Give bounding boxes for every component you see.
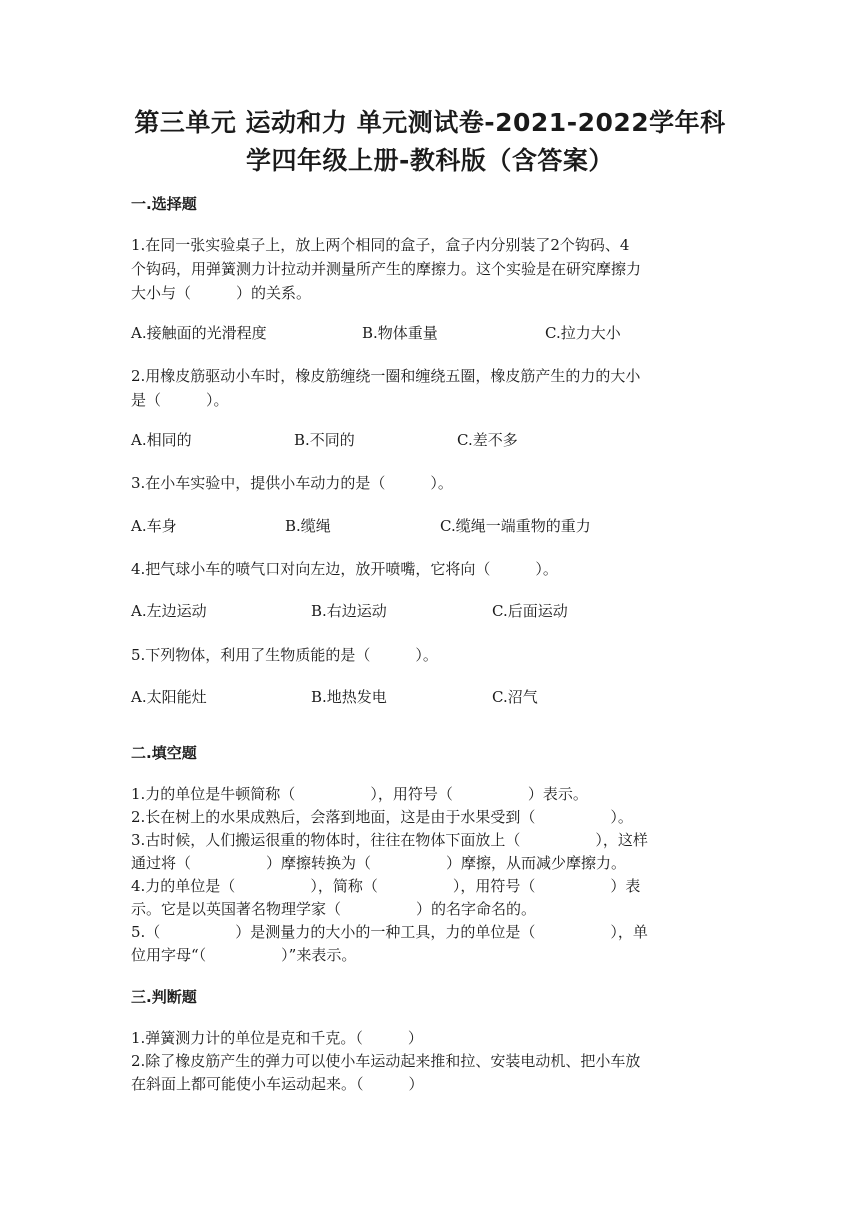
document-title bbox=[120, 104, 740, 180]
question-text: 示。它是以英国著名物理学家（ ）的名字命名的。 bbox=[131, 900, 537, 918]
answer-option: A.相同的 bbox=[131, 431, 192, 449]
question-text: 5.（ ）是测量力的大小的一种工具，力的单位是（ ），单 bbox=[131, 923, 648, 941]
question-text: 1.弹簧测力计的单位是克和千克。（ ） bbox=[131, 1029, 423, 1047]
question-text: 个钩码，用弹簧测力计拉动并测量所产生的摩擦力。这个实验是在研究摩擦力 bbox=[131, 260, 642, 278]
question-text: 通过将（ ）摩擦转换为（ ）摩擦，从而减少摩擦力。 bbox=[131, 854, 627, 872]
section-heading-choice: 一.选择题 bbox=[131, 195, 197, 213]
question-text: 2.长在树上的水果成熟后，会落到地面，这是由于水果受到（ ）。 bbox=[131, 808, 633, 826]
question-text: 1.力的单位是牛顿简称（ ），用符号（ ）表示。 bbox=[131, 785, 588, 803]
answer-option: C.沼气 bbox=[492, 688, 538, 706]
question-text: 2.用橡皮筋驱动小车时，橡皮筋缠绕一圈和缠绕五圈，橡皮筋产生的力的大小 bbox=[131, 367, 641, 385]
question-text: 5.下列物体，利用了生物质能的是（ ）。 bbox=[131, 646, 438, 664]
answer-option: B.物体重量 bbox=[362, 324, 438, 342]
answer-option: A.太阳能灶 bbox=[131, 688, 207, 706]
document-title-line-2: 学四年级上册-教科版（含答案） bbox=[246, 146, 614, 175]
section-heading-judge: 三.判断题 bbox=[131, 988, 197, 1006]
answer-option: C.后面运动 bbox=[492, 602, 568, 620]
section-heading-fill: 二.填空题 bbox=[131, 744, 197, 762]
answer-option: C.缆绳一端重物的重力 bbox=[440, 517, 591, 535]
answer-option: C.差不多 bbox=[457, 431, 518, 449]
answer-option: B.地热发电 bbox=[311, 688, 387, 706]
answer-option: C.拉力大小 bbox=[545, 324, 621, 342]
question-text: 位用字母“（ ）”来表示。 bbox=[131, 946, 357, 964]
question-text: 1.在同一张实验桌子上，放上两个相同的盒子，盒子内分别装了2个钩码、4 bbox=[131, 236, 630, 254]
question-text: 4.把气球小车的喷气口对向左边，放开喷嘴，它将向（ ）。 bbox=[131, 560, 558, 578]
answer-option: B.右边运动 bbox=[311, 602, 387, 620]
question-text: 2.除了橡皮筋产生的弹力可以使小车运动起来推和拉、安装电动机、把小车放 bbox=[131, 1052, 641, 1070]
answer-option: B.缆绳 bbox=[285, 517, 331, 535]
question-text: 3.在小车实验中，提供小车动力的是（ ）。 bbox=[131, 474, 453, 492]
answer-option: A.左边运动 bbox=[131, 602, 207, 620]
question-text: 大小与（ ）的关系。 bbox=[131, 284, 312, 302]
question-text: 在斜面上都可能使小车运动起来。（ ） bbox=[131, 1075, 424, 1093]
answer-option: A.接触面的光滑程度 bbox=[131, 324, 267, 342]
question-text: 4.力的单位是（ ），简称（ ），用符号（ ）表 bbox=[131, 877, 641, 895]
question-text: 是（ ）。 bbox=[131, 391, 229, 409]
question-text: 3.古时候，人们搬运很重的物体时，往往在物体下面放上（ ），这样 bbox=[131, 831, 648, 849]
answer-option: B.不同的 bbox=[294, 431, 355, 449]
answer-option: A.车身 bbox=[131, 517, 177, 535]
document-title-line-1: 第三单元 运动和力 单元测试卷-2021-2022学年科 bbox=[134, 108, 726, 137]
